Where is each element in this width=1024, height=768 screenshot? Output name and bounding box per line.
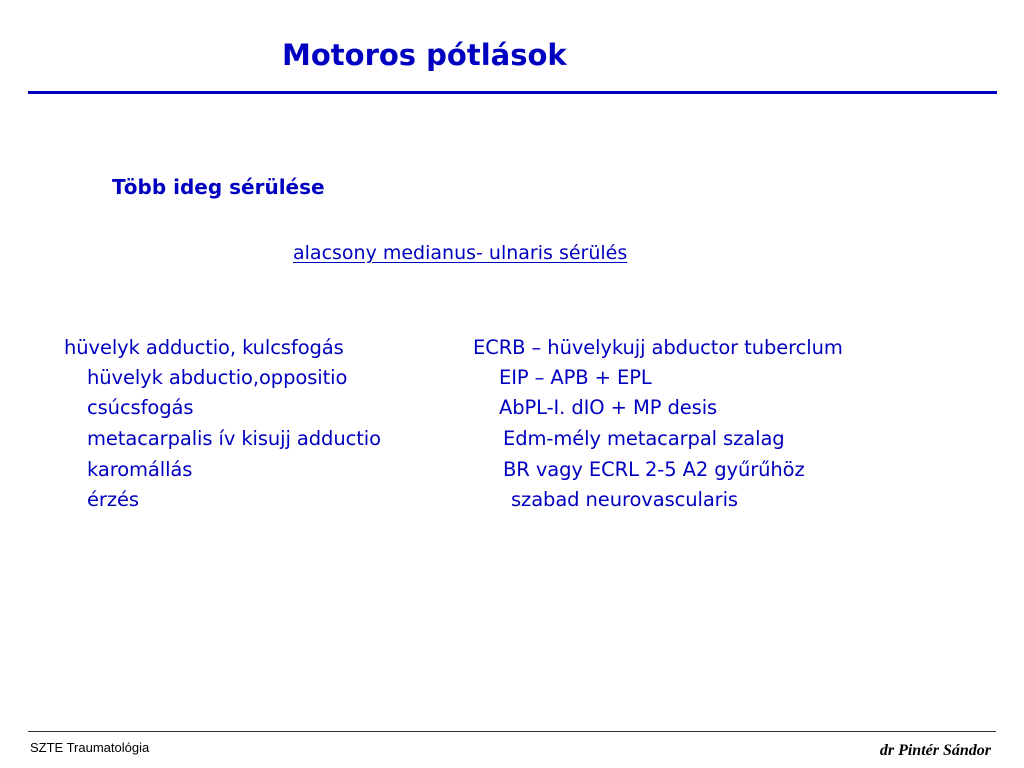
row-right-text: Edm-mély metacarpal szalag	[503, 427, 785, 450]
footer-divider	[28, 731, 996, 732]
section-heading: Több ideg sérülése	[112, 175, 325, 199]
footer-author: dr Pintér Sándor	[879, 742, 991, 759]
row-left-text: metacarpalis ív kisujj adductio	[87, 427, 381, 450]
subtitle-link[interactable]: alacsony medianus- ulnaris sérülés	[293, 242, 628, 264]
row-right-text: AbPL-I. dIO + MP desis	[499, 396, 718, 419]
row-right-text: ECRB – hüvelykujj abductor tuberclum	[473, 336, 843, 359]
row-left-text: hüvelyk abductio,oppositio	[87, 366, 348, 389]
row-left-text: karomállás	[87, 458, 193, 481]
row-right-text: EIP – APB + EPL	[499, 366, 652, 389]
footer-institution: SZTE Traumatológia	[30, 740, 150, 755]
row-left-text: csúcsfogás	[87, 396, 194, 419]
row-left-text: érzés	[87, 488, 139, 511]
slide-title: Motoros pótlások	[282, 38, 567, 72]
row-left-text: hüvelyk adductio, kulcsfogás	[64, 336, 344, 359]
row-right-text: BR vagy ECRL 2-5 A2 gyűrűhöz	[503, 458, 805, 481]
title-divider	[28, 91, 997, 94]
row-right-text: szabad neurovascularis	[511, 488, 738, 511]
